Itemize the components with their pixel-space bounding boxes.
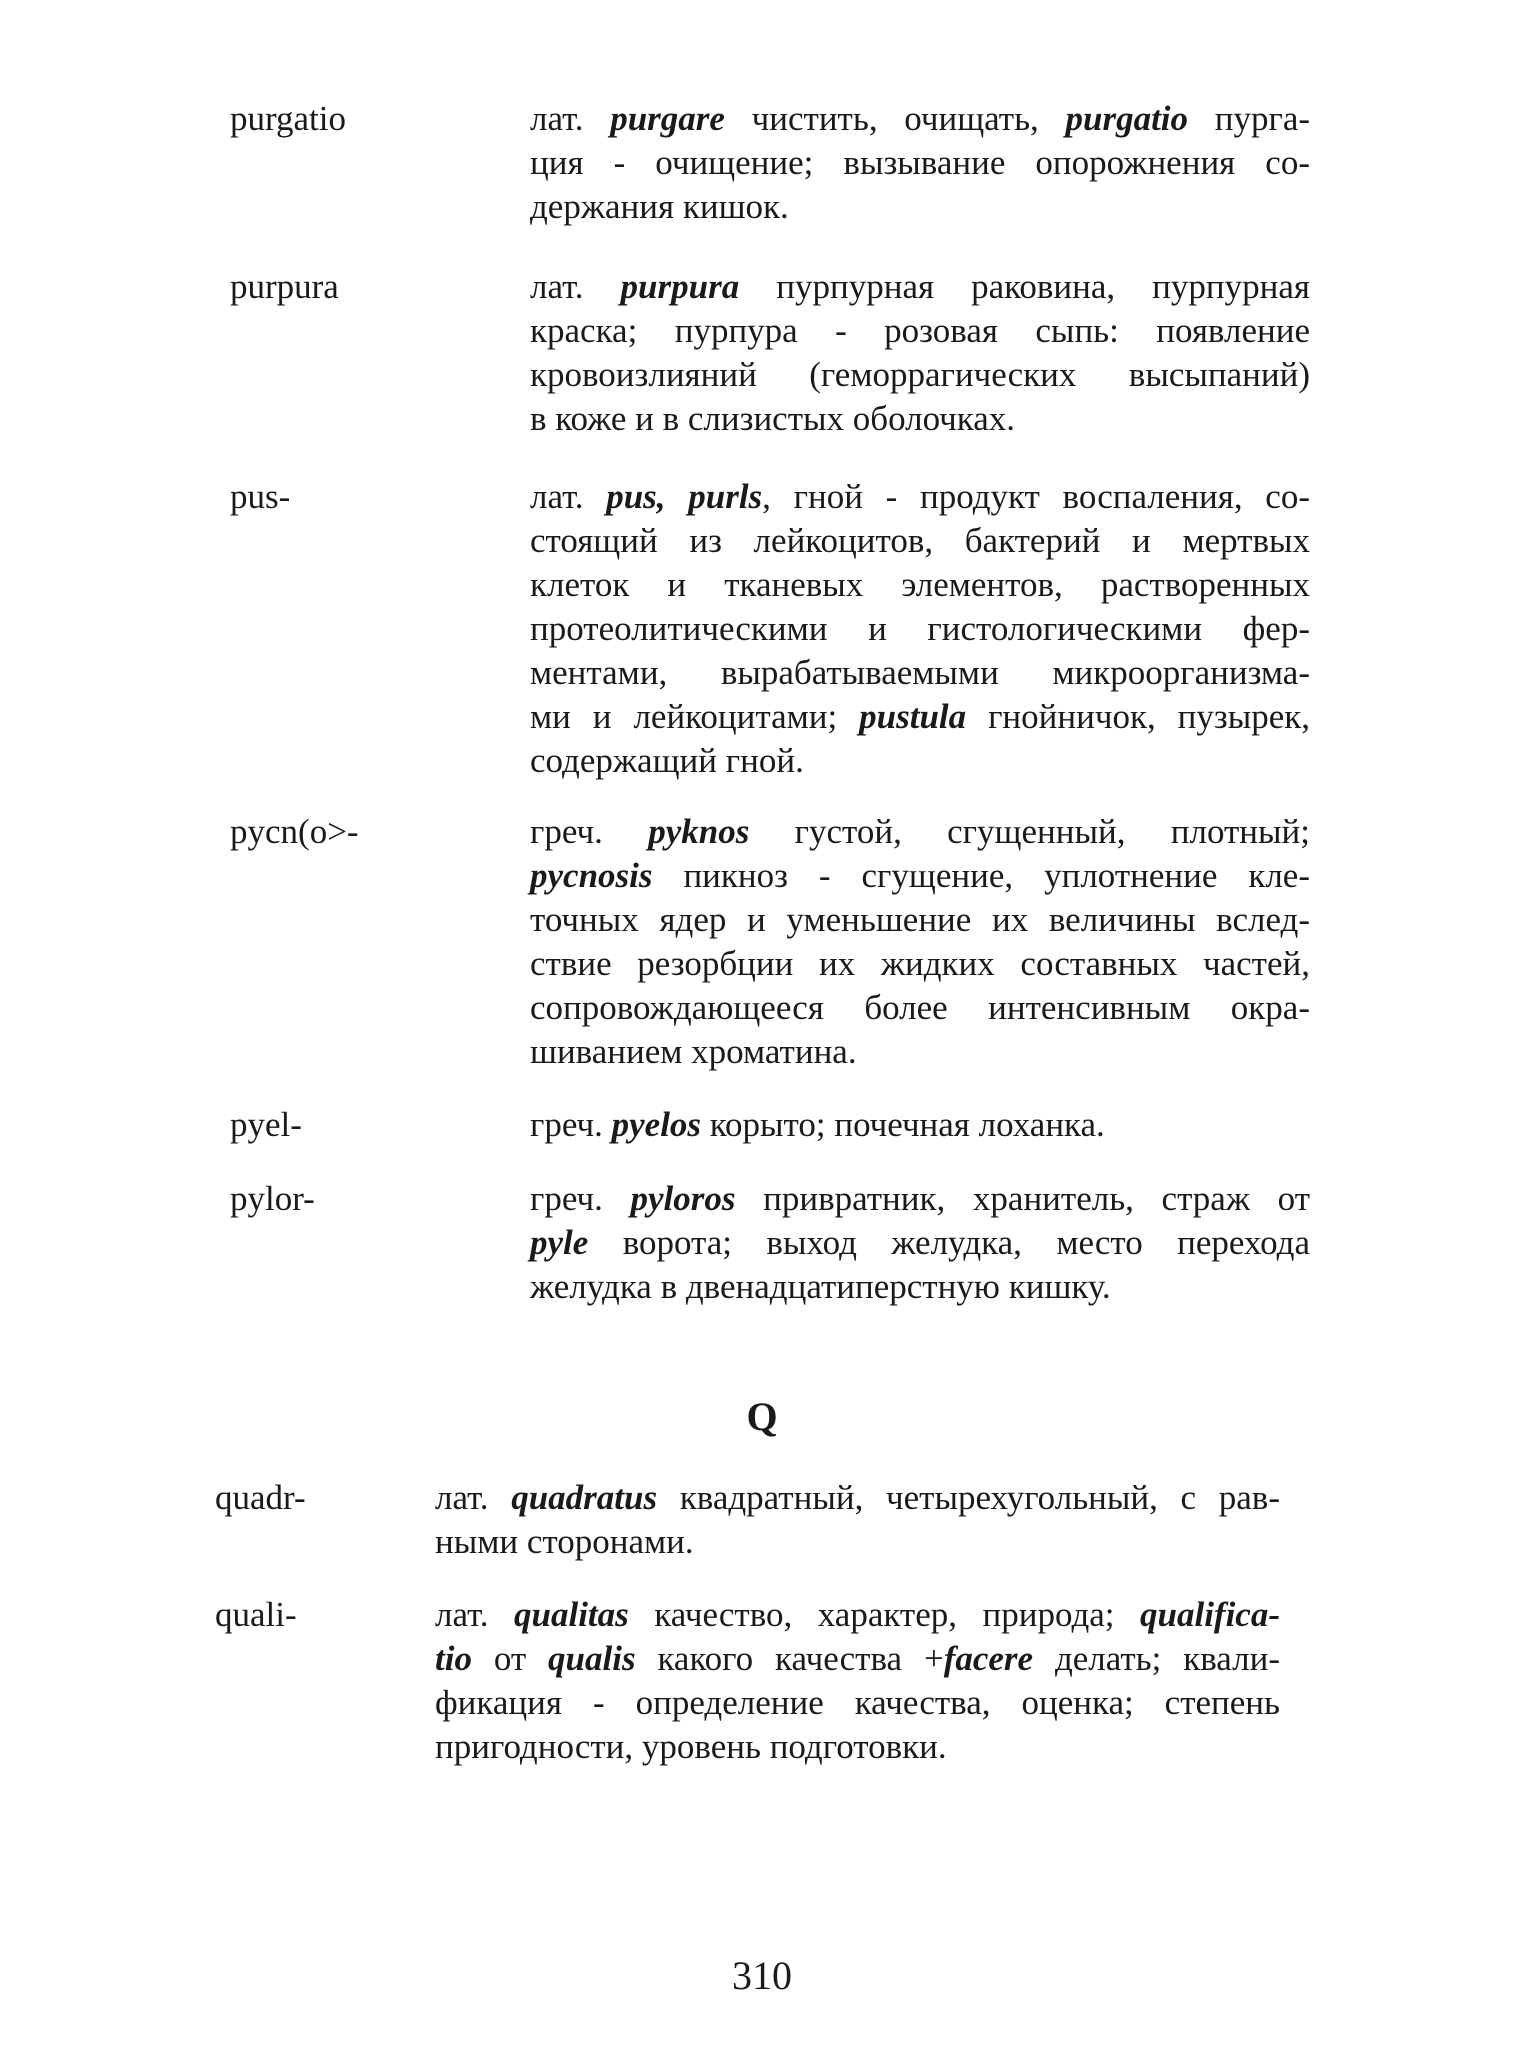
definition-line — [435, 1637, 1280, 1681]
etymon-word: qualis — [548, 1639, 636, 1678]
definition-text: греч. — [530, 1105, 612, 1144]
definition-line — [530, 1177, 1310, 1221]
definition-text: держания кишок. — [530, 187, 789, 226]
definition-text: пикноз - сгущение, уплотнение кле- — [652, 856, 1310, 895]
definition-text: содержащий гной. — [530, 741, 804, 780]
entry-term: quadr- — [215, 1478, 306, 1517]
definition-text: лат. — [435, 1478, 512, 1517]
entry-definition — [530, 810, 1310, 1074]
definition-line — [530, 942, 1310, 986]
definition-text: стоящий из лейкоцитов, бактерий и мертвых — [530, 521, 1310, 560]
entry-definition — [530, 265, 1310, 441]
definition-text: от — [471, 1639, 549, 1678]
definition-text: густой, сгущенный, плотный; — [749, 812, 1310, 851]
etymon-word: qualifica- — [1140, 1595, 1280, 1634]
etymon-word: quadratus — [511, 1478, 658, 1517]
definition-text: лат. — [530, 477, 607, 516]
definition-text: делать; квали- — [1033, 1639, 1280, 1678]
definition-text: гнойничок, пузырек, — [966, 697, 1310, 736]
definition-line — [530, 397, 1310, 441]
entry-definition — [435, 1476, 1280, 1564]
definition-text: квадратный, четырехугольный, с рав- — [657, 1478, 1280, 1517]
definition-line — [530, 309, 1310, 353]
etymon-word: facere — [943, 1639, 1034, 1678]
entry-term: purpura — [230, 267, 339, 306]
definition-text: привратник, хранитель, страж от — [735, 1179, 1310, 1218]
etymon-word: purpura — [620, 267, 740, 306]
definition-text: чистить, очищать, — [724, 99, 1066, 138]
definition-line — [530, 607, 1310, 651]
definition-text: ствие резорбции их жидких составных частей, — [530, 944, 1310, 983]
etymon-word: pycnosis — [530, 856, 653, 895]
definition-line — [530, 185, 1310, 229]
page-number: 310 — [732, 1953, 792, 1998]
etymon-word: purgatio — [1065, 99, 1189, 138]
entry-definition — [435, 1593, 1280, 1769]
definition-line — [530, 986, 1310, 1030]
etymon-word: qualitas — [514, 1595, 629, 1634]
definition-text: качество, характер, природа; — [628, 1595, 1141, 1634]
entry-term: pycn(o>- — [230, 812, 359, 851]
definition-text: в коже и в слизистых оболочках. — [530, 399, 1016, 438]
definition-text: лат. — [530, 99, 611, 138]
definition-text: пурга- — [1188, 99, 1311, 138]
definition-line — [435, 1520, 1280, 1564]
definition-text: ми и лейкоцитами; — [530, 697, 860, 736]
definition-line — [530, 563, 1310, 607]
definition-line — [530, 97, 1310, 141]
etymon-word: pyloros — [630, 1179, 736, 1218]
etymon-word: purgare — [610, 99, 725, 138]
definition-line — [530, 1265, 1310, 1309]
definition-text: пурпурная раковина, пурпурная — [739, 267, 1310, 306]
entry-term: pus- — [230, 477, 291, 516]
definition-text: клеток и тканевых элементов, растворенных — [530, 565, 1310, 604]
definition-text: , гной - продукт воспаления, со- — [762, 477, 1310, 516]
definition-text: ментами, вырабатываемыми микроорганизма- — [530, 653, 1310, 692]
definition-text: греч. — [530, 812, 649, 851]
etymon-word: pyelos — [611, 1105, 702, 1144]
etymon-word: tio — [435, 1639, 472, 1678]
definition-line — [530, 739, 1310, 783]
definition-text: ворота; выход желудка, место перехода — [588, 1223, 1310, 1262]
definition-line — [530, 141, 1310, 185]
definition-text: какого качества + — [635, 1639, 944, 1678]
definition-line — [530, 519, 1310, 563]
entry-definition — [530, 1103, 1310, 1147]
definition-text: шиванием хроматина. — [530, 1032, 857, 1071]
definition-text: желудка в двенадцатиперстную кишку. — [530, 1267, 1111, 1306]
section-heading-q: Q — [746, 1394, 778, 1439]
definition-line — [530, 651, 1310, 695]
entry-definition — [530, 1177, 1310, 1309]
definition-line — [435, 1476, 1280, 1520]
entry-term: pyel- — [230, 1105, 302, 1144]
etymon-word: pus, purls — [606, 477, 763, 516]
definition-text: лат. — [435, 1595, 515, 1634]
entry-term: purgatio — [230, 99, 347, 138]
definition-line — [530, 854, 1310, 898]
definition-line — [530, 1103, 1310, 1147]
definition-text: краска; пурпура - розовая сыпь: появление — [530, 311, 1310, 350]
definition-text: сопровождающееся более интенсивным окра- — [530, 988, 1310, 1027]
definition-line — [530, 810, 1310, 854]
definition-text: пригодности, уровень подготовки. — [435, 1727, 947, 1766]
definition-line — [435, 1725, 1280, 1769]
definition-text: корыто; почечная лоханка. — [701, 1105, 1105, 1144]
definition-line — [530, 1030, 1310, 1074]
definition-line — [530, 353, 1310, 397]
definition-text: лат. — [530, 267, 621, 306]
entry-term: pylor- — [230, 1179, 315, 1218]
definition-line — [435, 1593, 1280, 1637]
entry-term: quali- — [215, 1595, 297, 1634]
entry-definition — [530, 97, 1310, 229]
definition-text: греч. — [530, 1179, 631, 1218]
definition-text: фикация - определение качества, оценка; степень — [435, 1683, 1280, 1722]
definition-text: точных ядер и уменьшение их величины вслед- — [530, 900, 1310, 939]
entry-definition — [530, 475, 1310, 783]
definition-line — [530, 898, 1310, 942]
definition-line — [530, 1221, 1310, 1265]
etymon-word: pyknos — [648, 812, 750, 851]
definition-line — [435, 1681, 1280, 1725]
definition-line — [530, 475, 1310, 519]
definition-text: ция - очищение; вызывание опорожнения со- — [530, 143, 1310, 182]
definition-line — [530, 265, 1310, 309]
definition-text: ными сторонами. — [435, 1522, 694, 1561]
definition-text: протеолитическими и гистологическими фер- — [530, 609, 1310, 648]
definition-text: кровоизлияний (геморрагических высыпаний) — [530, 355, 1310, 394]
etymon-word: pustula — [859, 697, 967, 736]
definition-line — [530, 695, 1310, 739]
etymon-word: pyle — [530, 1223, 589, 1262]
